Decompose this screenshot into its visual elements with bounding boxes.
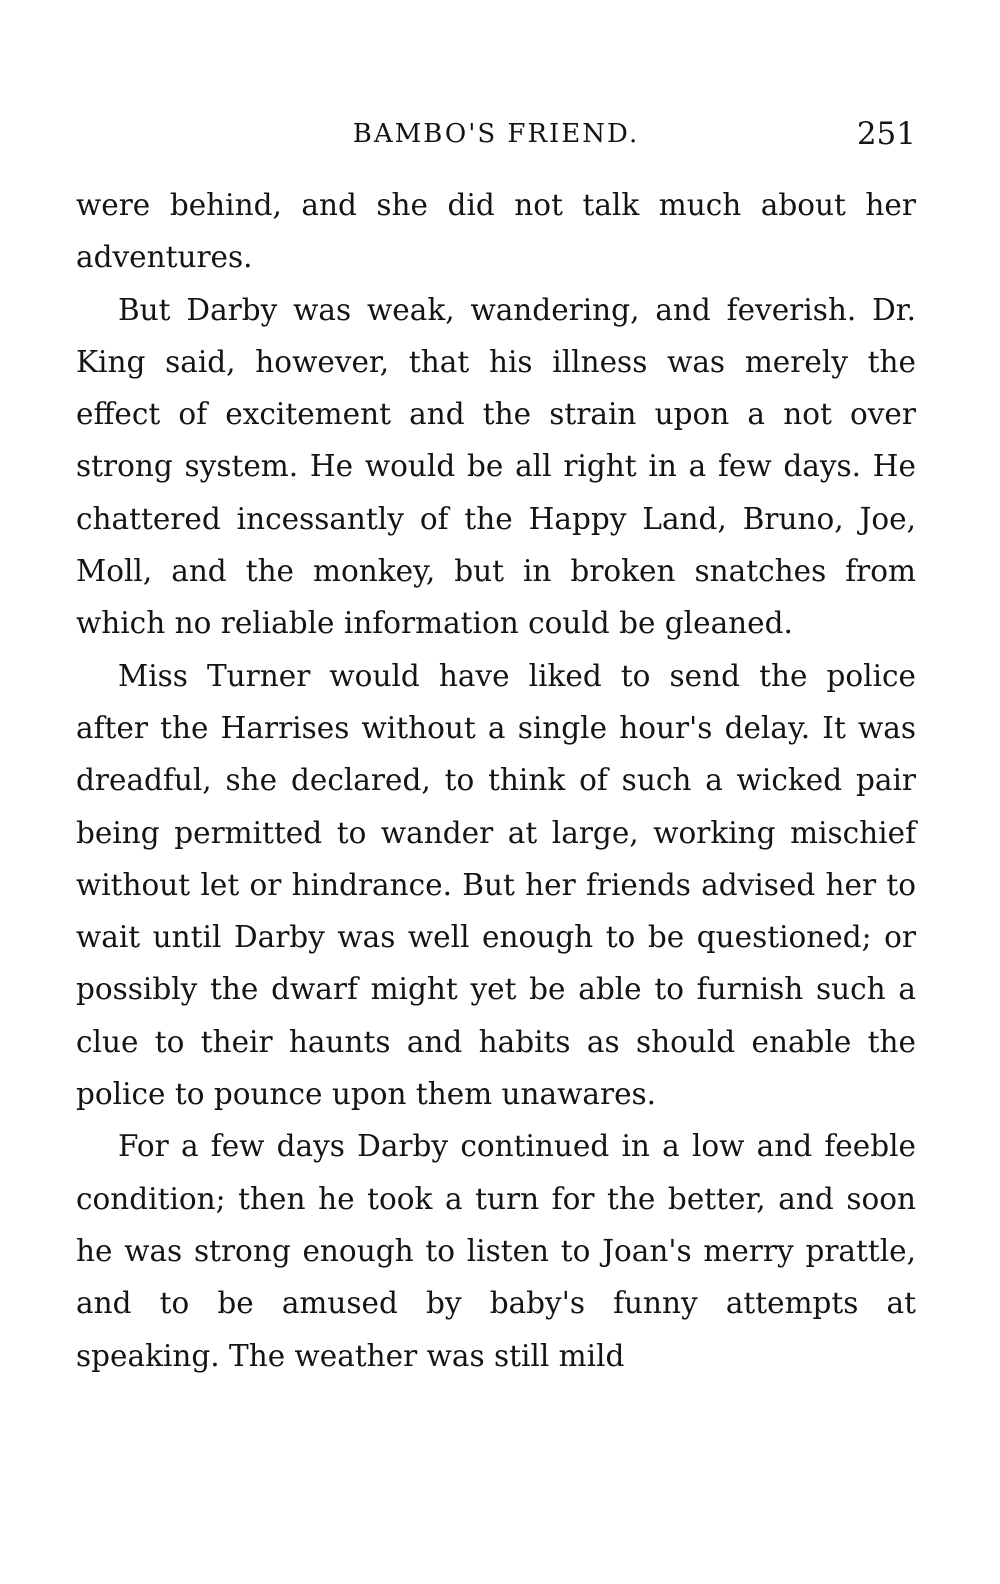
page-number: 251 [856, 116, 916, 152]
running-title: BAMBO'S FRIEND. [352, 119, 640, 149]
paragraph: For a few days Darby continued in a low and feeble condition; then he took a turn for the better, and soon he was strong enough to listen to Joan's merry prattle, and to be amused by baby's funny attempts at speaking. The weather was still mild [76, 1129, 916, 1373]
body-text [76, 179, 916, 1382]
paragraph: Miss Turner would have liked to send the police after the Harrises without a single hour's delay. It was dreadful, she declared, to think of such a wicked pair being permitted to wander at large, working mischief without let or hindrance. But her friends advised her to wait until Darby was well enough to be questioned; or possibly the dwarf might yet be able to furnish such a clue to their haunts and habits as should enable the police to pounce upon them unawares. [76, 658, 916, 1112]
paragraph: But Darby was weak, wandering, and feverish. Dr. King said, however, that his illness was merely the effect of excitement and the strain upon a not over strong system. He would be all right in a few days. He chattered incessantly of the Happy Land, Bruno, Joe, Moll, and the monkey, but in broken snatches from which no reliable information could be gleaned. [76, 292, 916, 641]
paragraph-continuation: were behind, and she did not talk much about her adventures. [76, 188, 916, 275]
page-header [76, 112, 916, 160]
